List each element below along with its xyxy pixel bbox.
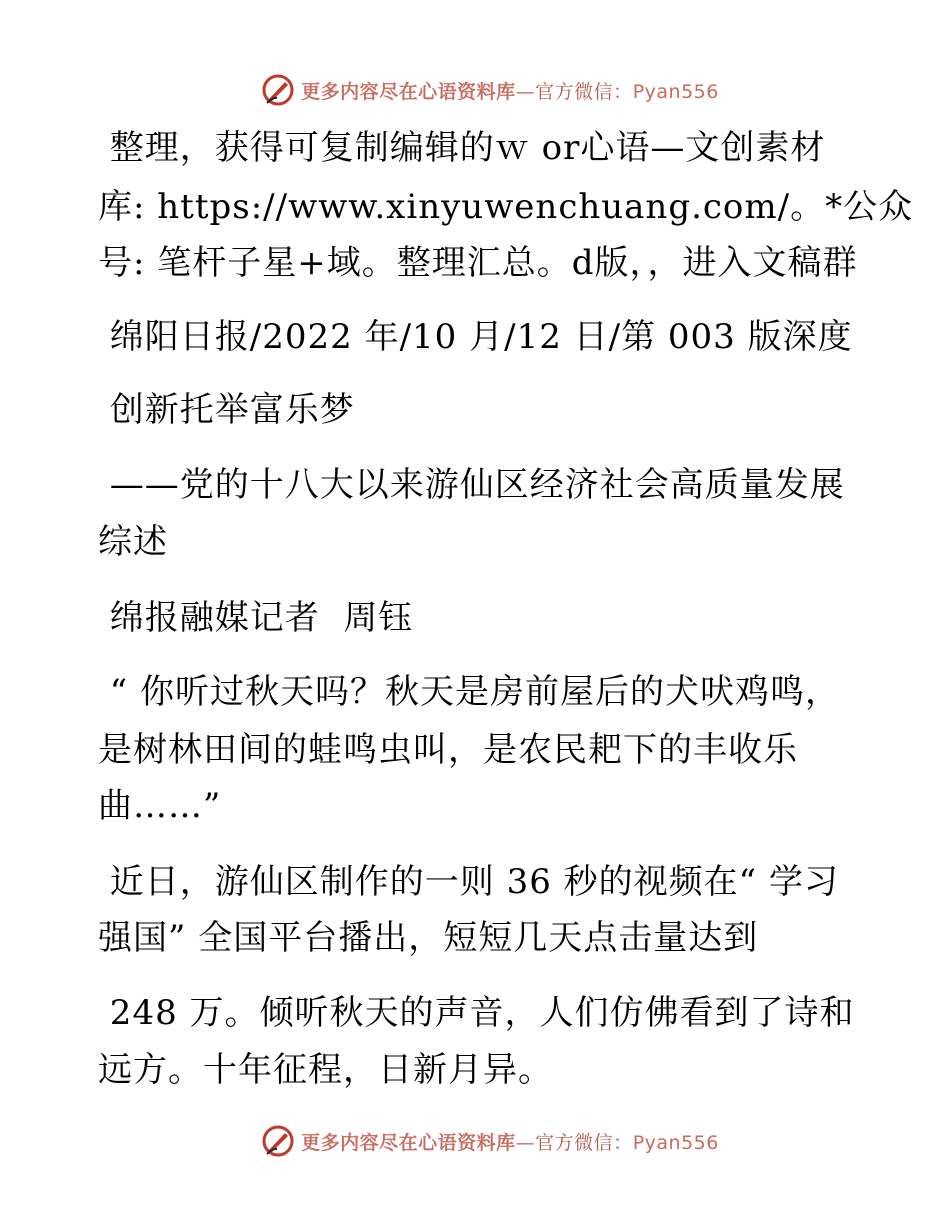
banner-dash: — — [515, 80, 536, 103]
body-line: 绵报融媒记者 周钰 — [98, 598, 414, 638]
body-line: 整理，获得可复制编辑的ｗ or心语—文创素材 — [98, 128, 826, 168]
banner-wechat-id: Pyan556 — [632, 1131, 719, 1154]
banner-wechat-id: Pyan556 — [632, 80, 719, 103]
body-line: 强国” 全国平台播出，短短几天点击量达到 — [98, 918, 759, 958]
quill-pen-logo-icon — [261, 1124, 295, 1158]
banner-wechat-label: 官方微信： — [535, 1131, 633, 1154]
body-line: 近日，游仙区制作的一则 36 秒的视频在“ 学习 — [98, 862, 839, 902]
body-line: 库: https://www.xinyuwenchuang.com/。*公众 — [98, 187, 914, 227]
banner-text — [301, 77, 719, 104]
body-line: ——党的十八大以来游仙区经济社会高质量发展 — [98, 465, 845, 505]
body-line: 是树林田间的蛙鸣虫叫，是农民耙下的丰收乐 — [98, 730, 798, 770]
body-line: 曲……” — [98, 786, 222, 826]
quill-pen-logo-icon — [261, 73, 295, 107]
banner-main-text: 更多内容尽在心语资料库 — [301, 80, 516, 103]
body-line: 号: 笔杆子星+域。整理汇总。d版，，进入文稿群 — [98, 243, 858, 283]
banner-text — [301, 1128, 719, 1155]
body-line: 创新托举富乐梦 — [98, 390, 355, 430]
body-line: “ 你听过秋天吗？秋天是房前屋后的犬吠鸡鸣， — [98, 672, 840, 712]
body-line: 绵阳日报/2022 年/10 月/12 日/第 003 版深度 — [98, 317, 853, 357]
banner-main-text: 更多内容尽在心语资料库 — [301, 1131, 516, 1154]
banner-wechat-label: 官方微信： — [535, 80, 633, 103]
body-line: 远方。十年征程，日新月异。 — [98, 1050, 553, 1090]
header-banner — [0, 70, 950, 110]
body-line: 综述 — [98, 522, 168, 562]
footer-banner — [0, 1121, 950, 1161]
banner-dash: — — [515, 1131, 536, 1154]
body-line: 248 万。倾听秋天的声音，人们仿佛看到了诗和 — [98, 993, 855, 1033]
